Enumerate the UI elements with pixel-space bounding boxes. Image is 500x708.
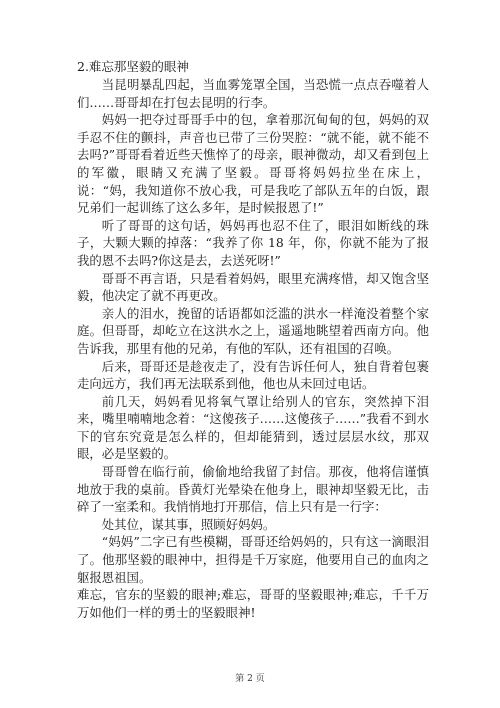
paragraph: “妈妈”二字已有些模糊，哥哥还给妈妈的，只有这一滴眼泪了。他那坚毅的眼神中，担得是千万家庭，他要用自己的血肉之躯报恩祖国。 (77, 534, 429, 585)
paragraph-closing: 难忘，官东的坚毅的眼神;难忘，哥哥的坚毅眼神;难忘，千千万万如他们一样的勇士的坚毅眼神! (77, 587, 429, 620)
paragraph: 听了哥哥的这句话，妈妈再也忍不住了，眼泪如断线的珠子，大颗大颗的掉落：“我养了你 18 年，你，你就不能为了报我的恩不去吗?你这是去，去送死呀!” (77, 217, 429, 268)
paragraph: 处其位，谋其事，照顾好妈妈。 (101, 516, 276, 532)
paragraph: 后来，哥哥还是趁夜走了，没有告诉任何人，独自背着包裹走向远方，我们再无法联系到他，他也从未回过电话。 (77, 358, 429, 392)
page-number: 第 2 页 (235, 674, 265, 684)
paragraph: 哥哥曾在临行前，偷偷地给我留了封信。那夜，他将信谨慎地放于我的桌前。昏黄灯光晕染在他身上，眼神却坚毅无比，击碎了一室柔和。我悄悄地打开那信，信上只有是一行字： (77, 464, 429, 515)
document-body (77, 58, 429, 621)
paragraph: 当昆明暴乱四起，当血雾笼罩全国，当恐慌一点点吞噬着人们……哥哥却在打包去昆明的行李。 (77, 77, 429, 110)
paragraph: 前几天，妈妈看见将氧气罩让给别人的官东，突然掉下泪来，嘴里喃喃地念着：“这傻孩子……这傻孩子……”我看不到水下的官东究竟是怎么样的，但却能猜到，透过层层水纹，那双眼，必是坚毅的。 (77, 393, 429, 462)
section-title: 2.难忘那坚毅的眼神 (77, 59, 189, 74)
paragraph: 哥哥不再言语，只是看着妈妈，眼里充满疼惜，却又饱含坚毅，他决定了就不再更改。 (77, 270, 429, 304)
paragraph: 妈妈一把夺过哥哥手中的包，拿着那沉甸甸的包，妈妈的双手忍不住的颤抖，声音也已带了三份哭腔：“就不能，就不能不去吗?”哥哥看着近些天憔悴了的母亲，眼神微动，却又看到包上的军徽，眼睛又充满了坚毅。哥哥将妈妈拉坐在床上，说：“妈，我知道你不放心我，可是我吃了部队五年的白饭，跟兄弟们一起训练了这么多年，是时候报恩了!” (77, 112, 429, 216)
paragraph: 亲人的泪水，挽留的话语都如泛滥的洪水一样淹没着整个家庭。但哥哥，却屹立在这洪水之上，遥遥地眺望着西南方向。他告诉我，那里有他的兄弟，有他的军队，还有祖国的召唤。 (77, 305, 429, 356)
